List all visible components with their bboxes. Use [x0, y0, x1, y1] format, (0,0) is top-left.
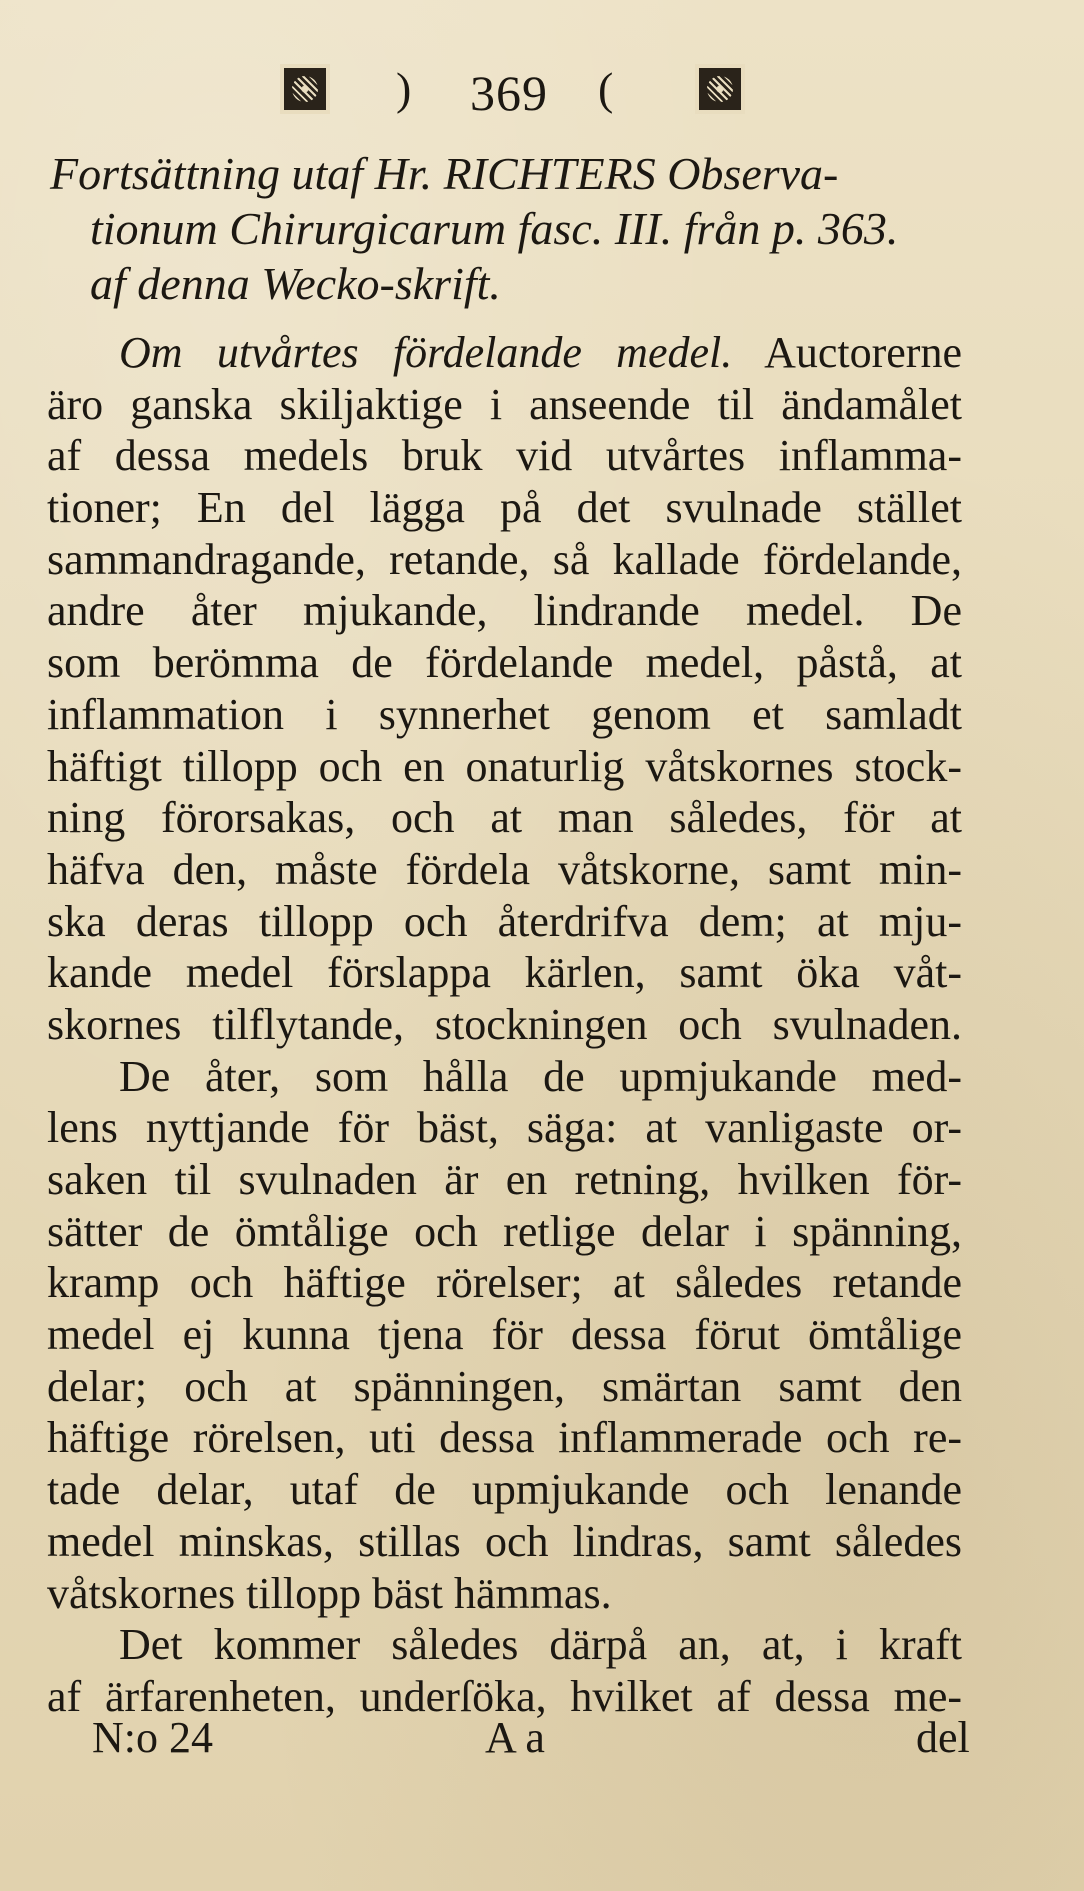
signature-letters: A a — [485, 1713, 545, 1762]
text-line: saken til svulnaden är en retning, hvilken för- — [47, 1155, 962, 1204]
text-line: De åter, som hålla de upmjukande med- — [119, 1051, 962, 1101]
text-line: kande medel förslappa kärlen, samt öka våt- — [47, 948, 962, 998]
right-ornament-icon — [695, 64, 745, 114]
text-line: ning förorsakas, och at man således, för at — [47, 793, 962, 843]
text-line: lens nyttjande för bäst, säga: at vanligaste or- — [47, 1103, 962, 1153]
article-title — [50, 146, 1050, 311]
text-line: sammandragande, retande, så kallade fördelande, — [47, 534, 962, 584]
text-line — [47, 327, 962, 379]
text-line: sätter de ömtålige och retlige delar i spänning, — [47, 1206, 962, 1256]
text-line: tade delar, utaf de upmjukande och lenande — [47, 1465, 962, 1515]
text-line: häftigt tillopp och en onaturlig våtskornes stock- — [47, 741, 962, 791]
text-line: häfva den, måste fördela våtskorne, samt min- — [47, 844, 962, 894]
right-paren: ( — [598, 63, 614, 114]
text-line: andre åter mjukande, lindrande medel. De — [47, 586, 962, 636]
body-text — [47, 327, 962, 1723]
section-heading: Om utvårtes fördelande medel. — [119, 328, 733, 377]
text-line: af dessa medels bruk vid utvårtes inflamma- — [47, 431, 962, 481]
text-line: delar; och at spänningen, smärtan samt den — [47, 1361, 962, 1411]
left-paren: ) — [396, 63, 412, 114]
text-line: medel minskas, stillas och lindras, samt således — [47, 1516, 962, 1566]
running-head — [0, 58, 1084, 128]
text-line: kramp och häftige rörelser; at således retande — [47, 1258, 962, 1308]
text-line: inflammation i synnerhet genom et samladt — [47, 689, 962, 739]
page-number: 369 — [470, 65, 548, 121]
text-line: häftige rörelsen, uti dessa inflammerade och re- — [47, 1413, 962, 1463]
title-line: af denna Wecko-skrift. — [90, 258, 501, 309]
text-line: skornes tilflytande, stockningen och svulnaden. — [47, 999, 962, 1049]
page-footer — [0, 1712, 1084, 1772]
text-fragment: Auctorerne — [732, 328, 962, 377]
text-line: Det kommer således därpå an, at, i kraft — [119, 1620, 962, 1670]
text-line: af ärfarenheten, underſöka, hvilket af dessa me- — [47, 1671, 962, 1721]
text-line: tioner; En del lägga på det svulnade stället — [47, 483, 962, 533]
catchword: del — [916, 1713, 970, 1762]
text-line: ska deras tillopp och återdrifva dem; at mju- — [47, 896, 962, 946]
text-line: som berömma de fördelande medel, påstå, at — [47, 638, 962, 688]
text-line: våtskornes tillopp bäst hämmas. — [47, 1568, 612, 1618]
title-line: tionum Chirurgicarum fasc. III. från p. 363. — [90, 203, 899, 254]
text-line: äro ganska skiljaktige i anseende til ändamålet — [47, 379, 962, 429]
text-line: medel ej kunna tjena för dessa förut ömtålige — [47, 1310, 962, 1360]
title-line: Fortsättning utaf Hr. RICHTERS Observa- — [50, 148, 839, 199]
left-ornament-icon — [280, 64, 330, 114]
signature-mark: N:o 24 — [92, 1713, 213, 1762]
